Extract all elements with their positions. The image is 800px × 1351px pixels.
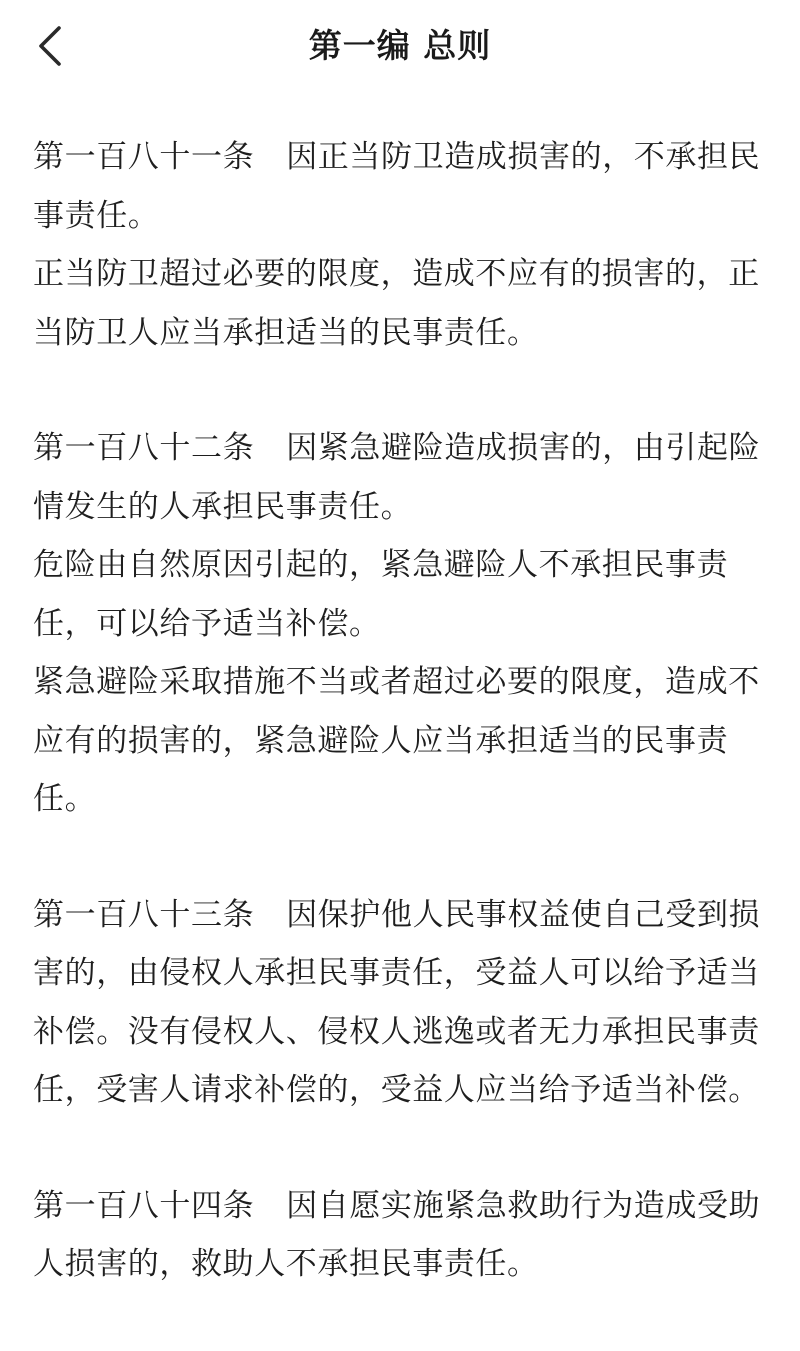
article-paragraph bbox=[33, 1177, 773, 1294]
article-184 bbox=[33, 1177, 773, 1294]
article-text: 因保护他人民事权益使自己受到损害的，由侵权人承担民事责任，受益人可以给予适当补偿。没有侵权人、侵权人逃逸或者无力承担民事责任，受害人请求补偿的，受益人应当给予适当补偿。 bbox=[33, 896, 761, 1108]
article-183 bbox=[33, 886, 773, 1120]
article-paragraph: 紧急避险采取措施不当或者超过必要的限度，造成不应有的损害的，紧急避险人应当承担适当的民事责任。 bbox=[33, 664, 760, 817]
top-bar bbox=[0, 0, 800, 92]
article-number: 第一百八十三条 bbox=[33, 896, 255, 933]
article-text: 因自愿实施紧急救助行为造成受助人损害的，救助人不承担民事责任。 bbox=[33, 1187, 761, 1282]
article-181 bbox=[33, 128, 773, 362]
article-182 bbox=[33, 419, 773, 829]
article-paragraph bbox=[33, 419, 773, 536]
article-number: 第一百八十一条 bbox=[33, 139, 255, 175]
article-text: 因正当防卫造成损害的，不承担民事责任。 bbox=[33, 139, 761, 234]
article-number: 第一百八十二条 bbox=[33, 430, 255, 466]
page-title: 第一编 总则 bbox=[308, 26, 492, 65]
article-paragraph bbox=[33, 128, 773, 245]
article-paragraph bbox=[33, 886, 773, 1120]
article-number: 第一百八十四条 bbox=[33, 1187, 255, 1224]
article-list bbox=[33, 128, 773, 1351]
article-text: 因紧急避险造成损害的，由引起险情发生的人承担民事责任。 bbox=[33, 430, 761, 525]
article-paragraph: 正当防卫超过必要的限度，造成不应有的损害的，正当防卫人应当承担适当的民事责任。 bbox=[33, 256, 760, 351]
article-paragraph: 危险由自然原因引起的，紧急避险人不承担民事责任，可以给予适当补偿。 bbox=[33, 547, 729, 642]
